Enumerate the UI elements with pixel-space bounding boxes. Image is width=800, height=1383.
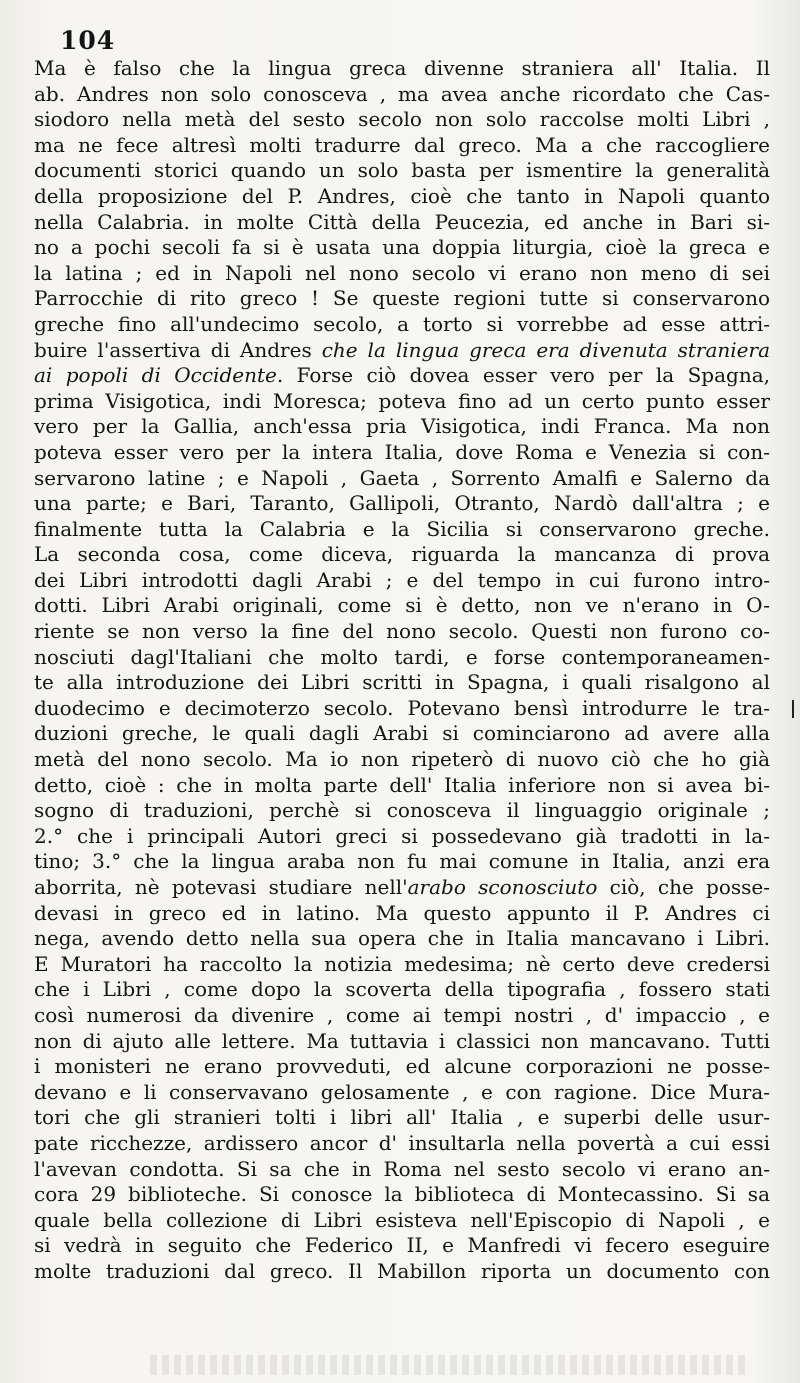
text-line: 2.° che i principali Autori greci si possedevano già tradotti in la- bbox=[34, 823, 770, 848]
text-line: servarono latine ; e Napoli , Gaeta , Sorrento Amalfi e Salerno da bbox=[34, 465, 770, 490]
text-line: che i Libri , come dopo la scoverta della tipografia , fossero stati bbox=[34, 977, 770, 1002]
text-line: sogno di traduzioni, perchè si conosceva il linguaggio originale ; bbox=[34, 798, 770, 823]
text-line: detto, cioè : che in molta parte dell' Italia inferiore non si avea bi- bbox=[34, 772, 770, 797]
text-line: documenti storici quando un solo basta per ismentire la generalità bbox=[34, 158, 770, 183]
text-line: duzioni greche, le quali dagli Arabi si cominciarono ad avere alla bbox=[34, 721, 770, 746]
text-line: ab. Andres non solo conosceva , ma avea anche ricordato che Cas- bbox=[34, 81, 770, 106]
text-line: Parrocchie di rito greco ! Se queste regioni tutte si conservarono bbox=[34, 286, 770, 311]
text-line: no a pochi secoli fa si è usata una doppia liturgia, cioè la greca e bbox=[34, 235, 770, 260]
text-line: nosciuti dagl'Italiani che molto tardi, e forse contemporaneamen- bbox=[34, 644, 770, 669]
text-line: della proposizione del P. Andres, cioè che tanto in Napoli quanto bbox=[34, 183, 770, 208]
italic-text: arabo sconosciuto bbox=[407, 875, 598, 899]
text-line: dotti. Libri Arabi originali, come si è detto, non ve n'erano in O- bbox=[34, 593, 770, 618]
text-line: devasi in greco ed in latino. Ma questo appunto il P. Andres ci bbox=[34, 900, 770, 925]
text-line: l'avevan condotta. Si sa che in Roma nel sesto secolo vi erano an- bbox=[34, 1156, 770, 1181]
text-line: La seconda cosa, come diceva, riguarda la mancanza di prova bbox=[34, 542, 770, 567]
text-line: vero per la Gallia, anch'essa pria Visigotica, indi Franca. Ma non bbox=[34, 414, 770, 439]
text-line: quale bella collezione di Libri esisteva nell'Episcopio di Napoli , e bbox=[34, 1207, 770, 1232]
text-line: tino; 3.° che la lingua araba non fu mai comune in Italia, anzi era bbox=[34, 849, 770, 874]
italic-text: ai popoli di Occidente bbox=[34, 363, 277, 388]
text-line: cora 29 biblioteche. Si conosce la biblioteca di Montecassino. Si sa bbox=[34, 1182, 770, 1207]
text-line: E Muratori ha raccolto la notizia medesima; nè certo deve credersi bbox=[34, 951, 770, 976]
text-line: buire l'assertiva di Andres che la lingua greca era divenuta straniera bbox=[34, 337, 770, 362]
italic-text: che la lingua greca era divenuta straniera bbox=[321, 337, 770, 362]
text-line: poteva esser vero per la intera Italia, dove Roma e Venezia si con- bbox=[34, 439, 770, 464]
text-line: duodecimo e decimoterzo secolo. Potevano bensì introdurre le tra- bbox=[34, 695, 770, 720]
text-line: metà del nono secolo. Ma io non ripeterò di nuovo ciò che ho già bbox=[34, 747, 770, 772]
text-line: si vedrà in seguito che Federico II, e Manfredi vi fecero eseguire bbox=[34, 1233, 770, 1258]
text-line: così numerosi da divenire , come ai tempi nostri , d' impaccio , e bbox=[34, 1002, 770, 1027]
text-line: la latina ; ed in Napoli nel nono secolo vi erano non meno di sei bbox=[34, 260, 770, 285]
text-line: nega, avendo detto nella sua opera che in Italia mancavano i Libri. bbox=[34, 926, 770, 951]
text-line: ai popoli di Occidente. Forse ciò dovea esser vero per la Spagna, bbox=[34, 363, 770, 388]
text-line: ma ne fece altresì molti tradurre dal greco. Ma a che raccogliere bbox=[34, 132, 770, 157]
text-line: Ma è falso che la lingua greca divenne straniera all' Italia. Il bbox=[34, 56, 770, 80]
text-line: greche fino all'undecimo secolo, a torto si vorrebbe ad esse attri- bbox=[34, 311, 770, 336]
page-number: 104 bbox=[60, 26, 116, 55]
text-line: una parte; e Bari, Taranto, Gallipoli, Otranto, Nardò dall'altra ; e bbox=[34, 491, 770, 516]
text-line: tori che gli stranieri tolti i libri all' Italia , e superbi delle usur- bbox=[34, 1105, 770, 1130]
text-line: non di ajuto alle lettere. Ma tuttavia i classici non mancavano. Tutti bbox=[34, 1028, 770, 1053]
page-edge-mark bbox=[792, 700, 794, 718]
text-line: finalmente tutta la Calabria e la Sicilia si conservarono greche. bbox=[34, 516, 770, 541]
body-text bbox=[34, 56, 770, 1285]
text-line: aborrita, nè potevasi studiare nell'arabo sconosciuto ciò, che posse- bbox=[34, 875, 770, 899]
text-line: i monisteri ne erano provveduti, ed alcune corporazioni ne posse- bbox=[34, 1054, 770, 1079]
text-line: riente se non verso la fine del nono secolo. Questi non furono co- bbox=[34, 619, 770, 644]
text-line: molte traduzioni dal greco. Il Mabillon riporta un documento con bbox=[34, 1258, 770, 1283]
bleed-through-text bbox=[150, 1355, 750, 1375]
text-line: siodoro nella metà del sesto secolo non solo raccolse molti Libri , bbox=[34, 107, 770, 132]
text-line: prima Visigotica, indi Moresca; poteva fino ad un certo punto esser bbox=[34, 388, 770, 413]
text-line: devano e li conservavano gelosamente , e con ragione. Dice Mura- bbox=[34, 1079, 770, 1104]
text-line: nella Calabria. in molte Città della Peucezia, ed anche in Bari si- bbox=[34, 209, 770, 234]
text-line: dei Libri introdotti dagli Arabi ; e del tempo in cui furono intro- bbox=[34, 567, 770, 592]
text-line: te alla introduzione dei Libri scritti in Spagna, i quali risalgono al bbox=[34, 670, 770, 695]
text-line: pate ricchezze, ardissero ancor d' insultarla nella povertà a cui essi bbox=[34, 1130, 770, 1155]
